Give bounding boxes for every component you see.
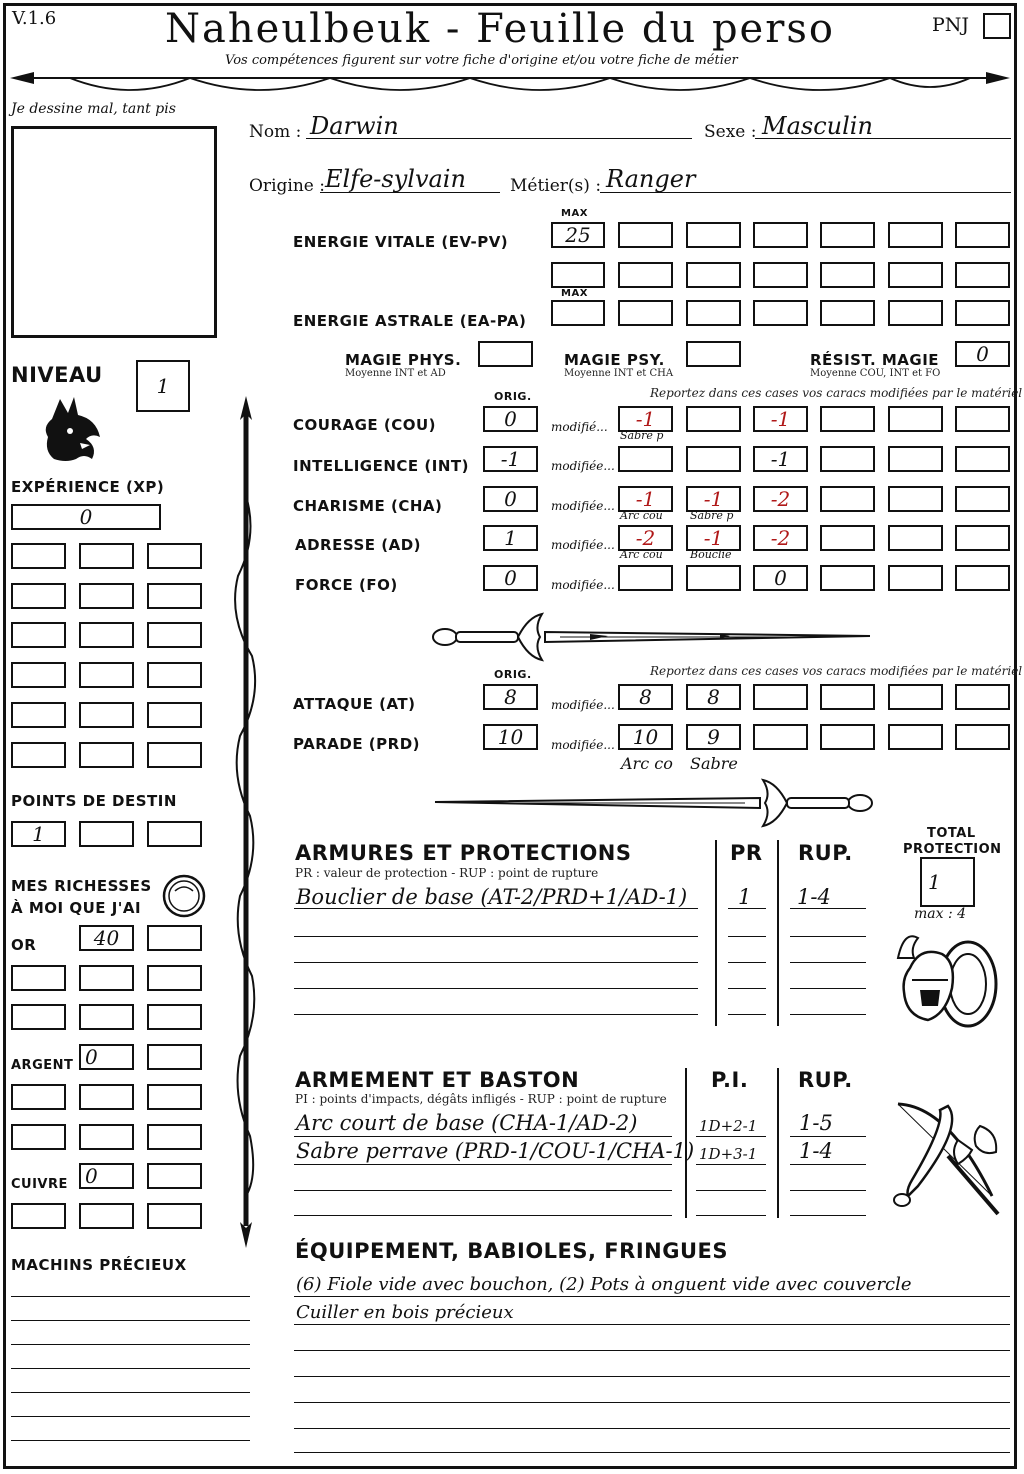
modifie-label: modifié... bbox=[551, 420, 608, 434]
coin-icon bbox=[161, 873, 207, 919]
courage-note-1: Sabre p bbox=[620, 429, 664, 442]
courage-mod-1[interactable]: -1 bbox=[618, 406, 673, 432]
combat-note-1: Arc co bbox=[621, 754, 673, 773]
parade-mod-box[interactable] bbox=[888, 724, 943, 750]
argent-box-extra[interactable] bbox=[11, 1124, 66, 1150]
xp-box-extra[interactable] bbox=[11, 662, 66, 688]
armor-item-pr[interactable]: 1 bbox=[738, 885, 752, 909]
portrait-box[interactable] bbox=[11, 126, 217, 338]
destin-box-extra[interactable] bbox=[79, 821, 134, 847]
report-note: Reportez dans ces cases vos caracs modifiées par le matériel bbox=[650, 664, 1023, 678]
resist-magie-label: RÉSIST. MAGIE bbox=[810, 351, 940, 369]
magie-phys-box[interactable] bbox=[478, 341, 533, 367]
charisme-mod-2[interactable]: -1 bbox=[686, 486, 741, 512]
dragon-icon bbox=[40, 393, 106, 465]
equipment-line-2[interactable]: Cuiller en bois précieux bbox=[296, 1302, 514, 1323]
origine-value[interactable]: Elfe-sylvain bbox=[325, 165, 466, 193]
parade-mod-box[interactable] bbox=[753, 724, 808, 750]
attaque-label: ATTAQUE (AT) bbox=[293, 695, 416, 713]
weapons-rup-label: RUP. bbox=[798, 1068, 853, 1092]
cuivre-box-extra[interactable] bbox=[147, 1203, 202, 1229]
ea-box[interactable] bbox=[955, 300, 1010, 326]
armor-note: PR : valeur de protection - RUP : point de rupture bbox=[295, 866, 599, 880]
niveau-box[interactable]: 1 bbox=[136, 360, 190, 412]
courage-mod-2[interactable] bbox=[686, 406, 741, 432]
ea-box[interactable] bbox=[888, 300, 943, 326]
armor-pr-label: PR bbox=[730, 841, 763, 865]
adresse-mod-box[interactable] bbox=[820, 525, 875, 551]
courage-mod-box[interactable] bbox=[820, 406, 875, 432]
charisme-mod-3[interactable]: -2 bbox=[753, 486, 808, 512]
combat-note-2: Sabre bbox=[690, 754, 738, 773]
xp-box-extra[interactable] bbox=[147, 583, 202, 609]
armor-item-rup[interactable]: 1-4 bbox=[797, 885, 831, 909]
destin-label: POINTS DE DESTIN bbox=[11, 792, 177, 810]
courage-label: COURAGE (COU) bbox=[293, 416, 437, 434]
xp-box-extra[interactable] bbox=[79, 702, 134, 728]
weapons-title: ARMEMENT ET BASTON bbox=[295, 1068, 580, 1092]
xp-box-extra[interactable] bbox=[147, 702, 202, 728]
attaque-mod-box[interactable] bbox=[820, 684, 875, 710]
charisme-orig[interactable]: 0 bbox=[483, 486, 538, 512]
or-label: OR bbox=[11, 936, 37, 954]
intelligence-mod-2[interactable] bbox=[686, 446, 741, 472]
ev-box[interactable] bbox=[820, 262, 875, 288]
attaque-mod-box[interactable] bbox=[753, 684, 808, 710]
force-mod-box[interactable] bbox=[888, 565, 943, 591]
charisme-note-2: Sabre p bbox=[690, 509, 734, 522]
sexe-label: Sexe : bbox=[704, 122, 757, 142]
weapons-pi-label: P.I. bbox=[711, 1068, 749, 1092]
attaque-mod-2[interactable]: 8 bbox=[686, 684, 741, 710]
ev-box[interactable] bbox=[753, 262, 808, 288]
metier-value[interactable]: Ranger bbox=[606, 165, 696, 193]
intelligence-mod-box[interactable] bbox=[820, 446, 875, 472]
armor-rup-label: RUP. bbox=[798, 841, 853, 865]
magie-phys-note: Moyenne INT et AD bbox=[345, 368, 446, 379]
or-box-extra[interactable] bbox=[79, 1004, 134, 1030]
nom-label: Nom : bbox=[249, 122, 302, 142]
courage-mod-3[interactable]: -1 bbox=[753, 406, 808, 432]
adresse-mod-box[interactable] bbox=[888, 525, 943, 551]
parade-mod-box[interactable] bbox=[820, 724, 875, 750]
modifiee-label: modifiée... bbox=[551, 499, 615, 513]
force-mod-box[interactable] bbox=[955, 565, 1010, 591]
xp-box-extra[interactable] bbox=[147, 622, 202, 648]
ea-box[interactable] bbox=[753, 300, 808, 326]
force-mod-2[interactable] bbox=[686, 565, 741, 591]
nom-value[interactable]: Darwin bbox=[310, 112, 399, 140]
ev-box[interactable] bbox=[888, 222, 943, 248]
ev-box[interactable] bbox=[955, 222, 1010, 248]
xp-box-extra[interactable] bbox=[11, 622, 66, 648]
spear-icon bbox=[228, 396, 264, 1248]
adresse-mod-2[interactable]: -1 bbox=[686, 525, 741, 551]
parade-mod-2[interactable]: 9 bbox=[686, 724, 741, 750]
courage-mod-box[interactable] bbox=[888, 406, 943, 432]
argent-box-extra[interactable] bbox=[147, 1124, 202, 1150]
courage-mod-box[interactable] bbox=[955, 406, 1010, 432]
charisme-label: CHARISME (CHA) bbox=[293, 497, 443, 515]
intelligence-mod-box[interactable] bbox=[888, 446, 943, 472]
xp-box[interactable]: 0 bbox=[11, 504, 161, 530]
or-box[interactable]: 40 bbox=[79, 925, 134, 951]
or-box-extra[interactable] bbox=[147, 925, 202, 951]
resist-magie-box[interactable]: 0 bbox=[955, 341, 1010, 367]
adresse-orig[interactable]: 1 bbox=[483, 525, 538, 551]
force-mod-1[interactable] bbox=[618, 565, 673, 591]
ea-box[interactable] bbox=[686, 300, 741, 326]
intelligence-label: INTELLIGENCE (INT) bbox=[293, 457, 469, 475]
weapons-note: PI : points d'impacts, dégâts infligés - RUP : point de rupture bbox=[295, 1092, 667, 1106]
magie-psy-box[interactable] bbox=[686, 341, 741, 367]
weapon-2-rup[interactable]: 1-4 bbox=[799, 1139, 833, 1163]
magie-psy-label: MAGIE PSY. bbox=[564, 351, 665, 369]
parade-label: PARADE (PRD) bbox=[293, 735, 421, 753]
parade-mod-box[interactable] bbox=[955, 724, 1010, 750]
modifiee-label: modifiée... bbox=[551, 578, 615, 592]
xp-box-extra[interactable] bbox=[79, 622, 134, 648]
total-max-note: max : 4 bbox=[914, 906, 967, 922]
or-box-extra[interactable] bbox=[147, 1004, 202, 1030]
charisme-mod-box[interactable] bbox=[820, 486, 875, 512]
ev-box[interactable] bbox=[551, 262, 605, 288]
equipment-line-1[interactable]: (6) Fiole vide avec bouchon, (2) Pots à onguent vide avec couvercle bbox=[296, 1274, 912, 1295]
total-label-2: PROTECTION bbox=[903, 842, 1002, 857]
xp-box-extra[interactable] bbox=[147, 742, 202, 768]
adresse-note-1: Arc cou bbox=[620, 548, 663, 561]
cuivre-box[interactable]: 0 bbox=[79, 1163, 134, 1189]
charisme-mod-1[interactable]: -1 bbox=[618, 486, 673, 512]
version-label: V.1.6 bbox=[12, 8, 57, 29]
intelligence-mod-box[interactable] bbox=[955, 446, 1010, 472]
niveau-label: NIVEAU bbox=[11, 363, 103, 387]
weapon-2-name[interactable]: Sabre perrave (PRD-1/COU-1/CHA-1) bbox=[296, 1139, 695, 1163]
equipment-title: ÉQUIPEMENT, BABIOLES, FRINGUES bbox=[295, 1239, 728, 1263]
adresse-mod-3[interactable]: -2 bbox=[753, 525, 808, 551]
xp-box-extra[interactable] bbox=[79, 662, 134, 688]
xp-box-extra[interactable] bbox=[147, 662, 202, 688]
ev-label: ENERGIE VITALE (EV-PV) bbox=[293, 233, 509, 251]
argent-box-extra[interactable] bbox=[147, 1084, 202, 1110]
weapon-1-pi[interactable]: 1D+2-1 bbox=[699, 1117, 758, 1135]
armor-item-name[interactable]: Bouclier de base (AT-2/PRD+1/AD-1) bbox=[296, 885, 688, 909]
charisme-mod-box[interactable] bbox=[888, 486, 943, 512]
ea-box[interactable] bbox=[820, 300, 875, 326]
charisme-note-1: Arc cou bbox=[620, 509, 663, 522]
charisme-mod-box[interactable] bbox=[955, 486, 1010, 512]
ea-max-label: MAX bbox=[561, 288, 588, 299]
richesses-label-1: MES RICHESSES bbox=[11, 877, 152, 895]
adresse-note-2: Bouclie bbox=[690, 548, 732, 561]
argent-box-extra[interactable] bbox=[79, 1124, 134, 1150]
ev-box[interactable] bbox=[955, 262, 1010, 288]
argent-box-extra[interactable] bbox=[147, 1044, 202, 1070]
modifiee-label: modifiée... bbox=[551, 698, 615, 712]
attaque-mod-box[interactable] bbox=[955, 684, 1010, 710]
or-box-extra[interactable] bbox=[11, 1004, 66, 1030]
ev-max-label: MAX bbox=[561, 208, 588, 219]
xp-box-extra[interactable] bbox=[79, 583, 134, 609]
xp-box-extra[interactable] bbox=[11, 583, 66, 609]
resist-magie-note: Moyenne COU, INT et FO bbox=[810, 368, 941, 379]
magie-psy-note: Moyenne INT et CHA bbox=[564, 368, 674, 379]
orig-label: ORIG. bbox=[494, 390, 532, 403]
attaque-mod-box[interactable] bbox=[888, 684, 943, 710]
or-box-extra[interactable] bbox=[79, 965, 134, 991]
cuivre-box-extra[interactable] bbox=[11, 1203, 66, 1229]
total-label-1: TOTAL bbox=[927, 826, 976, 841]
argent-box[interactable]: 0 bbox=[79, 1044, 134, 1070]
page-subtitle: Vos compétences figurent sur votre fiche d'origine et/ou votre fiche de métier bbox=[225, 53, 738, 68]
xp-box-extra[interactable] bbox=[79, 543, 134, 569]
orig-label: ORIG. bbox=[494, 668, 532, 681]
report-note: Reportez dans ces cases vos caracs modifiées par le matériel bbox=[650, 386, 1023, 400]
page-title: Naheulbeuk - Feuille du perso bbox=[165, 6, 835, 52]
xp-box-extra[interactable] bbox=[11, 702, 66, 728]
force-label: FORCE (FO) bbox=[295, 576, 398, 594]
weapon-1-rup[interactable]: 1-5 bbox=[799, 1111, 833, 1135]
modifiee-label: modifiée... bbox=[551, 738, 615, 752]
or-box-extra[interactable] bbox=[147, 965, 202, 991]
portrait-caption: Je dessine mal, tant pis bbox=[11, 101, 176, 117]
weapon-2-pi[interactable]: 1D+3-1 bbox=[699, 1145, 758, 1163]
weapons-icon bbox=[888, 1096, 1008, 1218]
adresse-mod-1[interactable]: -2 bbox=[618, 525, 673, 551]
ea-max-box[interactable] bbox=[551, 300, 605, 326]
courage-orig[interactable]: 0 bbox=[483, 406, 538, 432]
ev-box[interactable] bbox=[888, 262, 943, 288]
metier-label: Métier(s) : bbox=[510, 176, 602, 196]
machins-label: MACHINS PRÉCIEUX bbox=[11, 1256, 187, 1274]
adresse-label: ADRESSE (AD) bbox=[295, 536, 422, 554]
ev-box[interactable] bbox=[686, 262, 741, 288]
ev-box[interactable] bbox=[618, 222, 673, 248]
xp-box-extra[interactable] bbox=[11, 742, 66, 768]
origine-label: Origine : bbox=[249, 176, 325, 196]
ev-box[interactable] bbox=[753, 222, 808, 248]
ev-box[interactable] bbox=[618, 262, 673, 288]
attaque-orig[interactable]: 8 bbox=[483, 684, 538, 710]
xp-box-extra[interactable] bbox=[11, 543, 66, 569]
modifiee-label: modifiée... bbox=[551, 538, 615, 552]
force-orig[interactable]: 0 bbox=[483, 565, 538, 591]
pnj-label: PNJ bbox=[932, 14, 970, 36]
xp-box-extra[interactable] bbox=[147, 543, 202, 569]
attaque-mod-1[interactable]: 8 bbox=[618, 684, 673, 710]
total-protection-box[interactable]: 1 bbox=[920, 857, 975, 907]
intelligence-mod-3[interactable]: -1 bbox=[753, 446, 808, 472]
armor-title: ARMURES ET PROTECTIONS bbox=[295, 841, 632, 865]
richesses-label-2: À MOI QUE J'AI bbox=[11, 899, 142, 917]
cuivre-label: CUIVRE bbox=[11, 1177, 68, 1192]
cuivre-box-extra[interactable] bbox=[147, 1163, 202, 1189]
sexe-value[interactable]: Masculin bbox=[762, 112, 873, 140]
sword-icon bbox=[430, 612, 875, 662]
sword-icon bbox=[430, 778, 875, 828]
argent-box-extra[interactable] bbox=[79, 1084, 134, 1110]
force-mod-box[interactable] bbox=[820, 565, 875, 591]
ea-box[interactable] bbox=[618, 300, 673, 326]
pnj-checkbox[interactable] bbox=[983, 13, 1011, 39]
adresse-mod-box[interactable] bbox=[955, 525, 1010, 551]
or-box-extra[interactable] bbox=[11, 965, 66, 991]
destin-box[interactable]: 1 bbox=[11, 821, 66, 847]
argent-box-extra[interactable] bbox=[11, 1084, 66, 1110]
force-mod-3[interactable]: 0 bbox=[753, 565, 808, 591]
intelligence-mod-1[interactable] bbox=[618, 446, 673, 472]
intelligence-orig[interactable]: -1 bbox=[483, 446, 538, 472]
ev-box[interactable] bbox=[686, 222, 741, 248]
xp-box-extra[interactable] bbox=[79, 742, 134, 768]
weapon-1-name[interactable]: Arc court de base (CHA-1/AD-2) bbox=[296, 1111, 638, 1135]
parade-orig[interactable]: 10 bbox=[483, 724, 538, 750]
ev-max-box[interactable]: 25 bbox=[551, 222, 605, 248]
argent-label: ARGENT bbox=[11, 1058, 74, 1073]
ea-label: ENERGIE ASTRALE (EA-PA) bbox=[293, 312, 527, 330]
helmet-shield-icon bbox=[890, 928, 1000, 1038]
parade-mod-1[interactable]: 10 bbox=[618, 724, 673, 750]
xp-label: EXPÉRIENCE (XP) bbox=[11, 478, 165, 496]
modifiee-label: modifiée... bbox=[551, 459, 615, 473]
destin-box-extra[interactable] bbox=[147, 821, 202, 847]
cuivre-box-extra[interactable] bbox=[79, 1203, 134, 1229]
ev-box[interactable] bbox=[820, 222, 875, 248]
magie-phys-label: MAGIE PHYS. bbox=[345, 351, 462, 369]
